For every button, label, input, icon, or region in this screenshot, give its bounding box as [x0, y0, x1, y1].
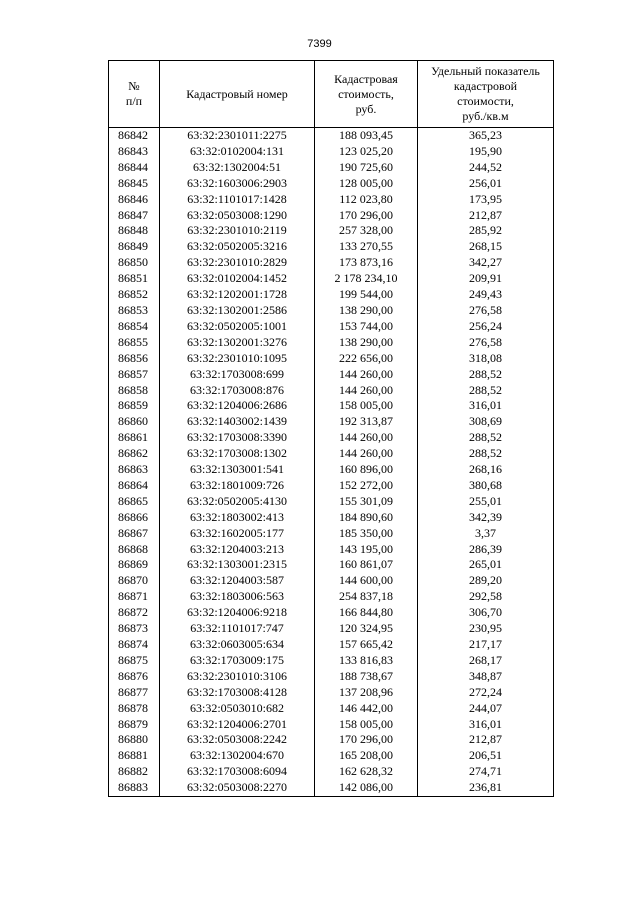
cell-cadastral-number: 63:32:1204006:2686: [160, 398, 315, 414]
table-row: [109, 319, 554, 335]
cell-specific-value: 316,01: [418, 398, 554, 414]
cell-specific-value: 288,52: [418, 367, 554, 383]
cell-row-number: 86879: [109, 717, 160, 733]
header-line: стоимость,: [338, 86, 394, 101]
cell-cadastral-value: 192 313,87: [315, 414, 418, 430]
table-row: [109, 208, 554, 224]
cell-row-number: 86878: [109, 701, 160, 717]
cell-row-number: 86870: [109, 573, 160, 589]
header-row-number: [109, 61, 160, 128]
cell-row-number: 86865: [109, 494, 160, 510]
cell-row-number: 86874: [109, 637, 160, 653]
table-row: [109, 462, 554, 478]
cell-cadastral-number: 63:32:0503010:682: [160, 701, 315, 717]
cell-specific-value: 286,39: [418, 542, 554, 558]
page-number: 7399: [307, 38, 332, 50]
table-row: [109, 223, 554, 239]
cell-specific-value: 209,91: [418, 271, 554, 287]
cell-specific-value: 268,17: [418, 653, 554, 669]
cell-specific-value: 285,92: [418, 223, 554, 239]
table-row: [109, 478, 554, 494]
table-row: [109, 430, 554, 446]
cell-cadastral-number: 63:32:2301010:3106: [160, 669, 315, 685]
cell-cadastral-value: 199 544,00: [315, 287, 418, 303]
cell-row-number: 86846: [109, 192, 160, 208]
cell-cadastral-value: 138 290,00: [315, 303, 418, 319]
cell-cadastral-value: 144 260,00: [315, 430, 418, 446]
table-row: [109, 271, 554, 287]
cell-cadastral-number: 63:32:1204003:213: [160, 542, 315, 558]
cell-cadastral-number: 63:32:1703008:876: [160, 383, 315, 399]
cell-row-number: 86858: [109, 383, 160, 399]
cell-cadastral-value: 152 272,00: [315, 478, 418, 494]
header-line: кадастровой: [453, 79, 518, 93]
cell-cadastral-value: 155 301,09: [315, 494, 418, 510]
cell-cadastral-value: 120 324,95: [315, 621, 418, 637]
cell-row-number: 86859: [109, 398, 160, 414]
table-row: [109, 669, 554, 685]
table-row: [109, 335, 554, 351]
cell-cadastral-value: 2 178 234,10: [315, 271, 418, 287]
cell-cadastral-number: 63:32:1204006:9218: [160, 605, 315, 621]
cell-row-number: 86847: [109, 208, 160, 224]
cell-cadastral-number: 63:32:0102004:131: [160, 144, 315, 160]
table-row: [109, 717, 554, 733]
cell-cadastral-value: 173 873,16: [315, 255, 418, 271]
cell-row-number: 86869: [109, 557, 160, 573]
header-line: стоимости,: [457, 94, 514, 108]
cell-cadastral-number: 63:32:1204006:2701: [160, 717, 315, 733]
cell-specific-value: 306,70: [418, 605, 554, 621]
cell-row-number: 86872: [109, 605, 160, 621]
cell-row-number: 86883: [109, 780, 160, 796]
table-row: [109, 398, 554, 414]
cell-specific-value: 276,58: [418, 335, 554, 351]
cell-specific-value: 316,01: [418, 717, 554, 733]
cell-specific-value: 212,87: [418, 732, 554, 748]
cell-cadastral-number: 63:32:2301010:2829: [160, 255, 315, 271]
cell-cadastral-value: 143 195,00: [315, 542, 418, 558]
cell-cadastral-value: 133 816,83: [315, 653, 418, 669]
cadastral-value-table: [108, 60, 554, 797]
cell-row-number: 86861: [109, 430, 160, 446]
cell-cadastral-value: 137 208,96: [315, 685, 418, 701]
cell-cadastral-number: 63:32:1602005:177: [160, 526, 315, 542]
cell-cadastral-number: 63:32:1403002:1439: [160, 414, 315, 430]
cell-cadastral-value: 184 890,60: [315, 510, 418, 526]
cell-cadastral-number: 63:32:0502005:4130: [160, 494, 315, 510]
cell-specific-value: 217,17: [418, 637, 554, 653]
table-row: [109, 160, 554, 176]
cell-row-number: 86880: [109, 732, 160, 748]
table-row: [109, 303, 554, 319]
cell-cadastral-value: 157 665,42: [315, 637, 418, 653]
cell-cadastral-number: 63:32:1303001:2315: [160, 557, 315, 573]
cell-cadastral-number: 63:32:2301011:2275: [160, 128, 315, 144]
cell-cadastral-value: 254 837,18: [315, 589, 418, 605]
cell-specific-value: 173,95: [418, 192, 554, 208]
cell-specific-value: 249,43: [418, 287, 554, 303]
cell-cadastral-value: 166 844,80: [315, 605, 418, 621]
header-line: руб./кв.м: [462, 109, 509, 123]
cell-cadastral-number: 63:32:1703009:175: [160, 653, 315, 669]
cell-specific-value: 289,20: [418, 573, 554, 589]
cell-cadastral-number: 63:32:1703008:699: [160, 367, 315, 383]
table-row: [109, 526, 554, 542]
cell-cadastral-number: 63:32:1703008:4128: [160, 685, 315, 701]
header-line: руб.: [355, 101, 377, 116]
header-cadastral-value: [315, 61, 418, 128]
table-row: [109, 748, 554, 764]
cell-specific-value: 292,58: [418, 589, 554, 605]
cell-cadastral-number: 63:32:1204003:587: [160, 573, 315, 589]
cell-cadastral-value: 170 296,00: [315, 732, 418, 748]
cell-specific-value: 206,51: [418, 748, 554, 764]
cell-specific-value: 268,16: [418, 462, 554, 478]
cell-cadastral-value: 160 861,07: [315, 557, 418, 573]
cell-row-number: 86873: [109, 621, 160, 637]
table-row: [109, 685, 554, 701]
cell-specific-value: 348,87: [418, 669, 554, 685]
cell-specific-value: 288,52: [418, 446, 554, 462]
table-row: [109, 605, 554, 621]
cell-cadastral-number: 63:32:1703008:1302: [160, 446, 315, 462]
header-line: Кадастровый номер: [186, 86, 288, 101]
cell-specific-value: 236,81: [418, 780, 554, 796]
table-row: [109, 144, 554, 160]
table-row: [109, 239, 554, 255]
cell-row-number: 86848: [109, 223, 160, 239]
cell-cadastral-value: 144 260,00: [315, 383, 418, 399]
cell-specific-value: 256,01: [418, 176, 554, 192]
table-row: [109, 542, 554, 558]
table-row: [109, 255, 554, 271]
table-row: [109, 287, 554, 303]
cell-row-number: 86867: [109, 526, 160, 542]
table-row: [109, 780, 554, 796]
table-row: [109, 128, 554, 144]
table-row: [109, 637, 554, 653]
cell-cadastral-number: 63:32:1302001:3276: [160, 335, 315, 351]
cell-specific-value: 195,90: [418, 144, 554, 160]
cell-cadastral-number: 63:32:0102004:1452: [160, 271, 315, 287]
table-row: [109, 589, 554, 605]
cell-cadastral-number: 63:32:1603006:2903: [160, 176, 315, 192]
cell-row-number: 86843: [109, 144, 160, 160]
cell-row-number: 86866: [109, 510, 160, 526]
cell-cadastral-number: 63:32:1302001:2586: [160, 303, 315, 319]
cell-row-number: 86862: [109, 446, 160, 462]
cell-cadastral-value: 128 005,00: [315, 176, 418, 192]
table-row: [109, 557, 554, 573]
cell-row-number: 86852: [109, 287, 160, 303]
cell-cadastral-value: 185 350,00: [315, 526, 418, 542]
cell-cadastral-value: 133 270,55: [315, 239, 418, 255]
cell-row-number: 86856: [109, 351, 160, 367]
cell-cadastral-number: 63:32:1801009:726: [160, 478, 315, 494]
cell-cadastral-number: 63:32:1202001:1728: [160, 287, 315, 303]
cell-row-number: 86864: [109, 478, 160, 494]
cell-cadastral-number: 63:32:0603005:634: [160, 637, 315, 653]
cell-row-number: 86853: [109, 303, 160, 319]
cell-cadastral-value: 170 296,00: [315, 208, 418, 224]
cell-cadastral-value: 162 628,32: [315, 764, 418, 780]
header-line: п/п: [125, 94, 143, 108]
cell-cadastral-value: 153 744,00: [315, 319, 418, 335]
table-row: [109, 494, 554, 510]
cell-cadastral-number: 63:32:0503008:2242: [160, 732, 315, 748]
cell-specific-value: 342,39: [418, 510, 554, 526]
header-cadastral-number: [160, 61, 315, 128]
cell-row-number: 86845: [109, 176, 160, 192]
table-row: [109, 383, 554, 399]
cell-specific-value: 380,68: [418, 478, 554, 494]
cell-cadastral-number: 63:32:1302004:51: [160, 160, 315, 176]
table-body: [109, 128, 554, 797]
header-line: №: [128, 79, 140, 93]
cell-cadastral-value: 144 600,00: [315, 573, 418, 589]
header-line: Удельный показатель: [431, 64, 540, 78]
cell-row-number: 86855: [109, 335, 160, 351]
cell-cadastral-value: 158 005,00: [315, 717, 418, 733]
cell-cadastral-value: 123 025,20: [315, 144, 418, 160]
cell-row-number: 86863: [109, 462, 160, 478]
cell-row-number: 86871: [109, 589, 160, 605]
cell-cadastral-value: 142 086,00: [315, 780, 418, 796]
cell-cadastral-value: 257 328,00: [315, 223, 418, 239]
cell-row-number: 86860: [109, 414, 160, 430]
cell-specific-value: 3,37: [418, 526, 554, 542]
header-specific-value: [418, 61, 554, 128]
table-row: [109, 414, 554, 430]
table-row: [109, 510, 554, 526]
cell-specific-value: 318,08: [418, 351, 554, 367]
cell-cadastral-value: 158 005,00: [315, 398, 418, 414]
cell-cadastral-value: 190 725,60: [315, 160, 418, 176]
cell-row-number: 86850: [109, 255, 160, 271]
cell-cadastral-value: 144 260,00: [315, 446, 418, 462]
table-row: [109, 653, 554, 669]
cell-cadastral-value: 144 260,00: [315, 367, 418, 383]
cell-cadastral-number: 63:32:1302004:670: [160, 748, 315, 764]
cell-cadastral-number: 63:32:0503008:2270: [160, 780, 315, 796]
cell-row-number: 86849: [109, 239, 160, 255]
cell-cadastral-value: 188 738,67: [315, 669, 418, 685]
cell-cadastral-number: 63:32:1101017:1428: [160, 192, 315, 208]
table-row: [109, 351, 554, 367]
cell-row-number: 86877: [109, 685, 160, 701]
cell-cadastral-value: 222 656,00: [315, 351, 418, 367]
table-row: [109, 764, 554, 780]
cell-specific-value: 274,71: [418, 764, 554, 780]
cell-cadastral-number: 63:32:1703008:6094: [160, 764, 315, 780]
cell-cadastral-value: 160 896,00: [315, 462, 418, 478]
cell-cadastral-value: 188 093,45: [315, 128, 418, 144]
cell-cadastral-value: 112 023,80: [315, 192, 418, 208]
table-row: [109, 701, 554, 717]
table-row: [109, 573, 554, 589]
cell-specific-value: 288,52: [418, 383, 554, 399]
cell-row-number: 86882: [109, 764, 160, 780]
cell-row-number: 86881: [109, 748, 160, 764]
cell-row-number: 86851: [109, 271, 160, 287]
cell-cadastral-number: 63:32:2301010:1095: [160, 351, 315, 367]
cell-specific-value: 212,87: [418, 208, 554, 224]
cell-specific-value: 276,58: [418, 303, 554, 319]
cell-cadastral-number: 63:32:0502005:1001: [160, 319, 315, 335]
cell-cadastral-value: 146 442,00: [315, 701, 418, 717]
header-line: Кадастровая: [334, 71, 398, 86]
cell-specific-value: 365,23: [418, 128, 554, 144]
table-row: [109, 367, 554, 383]
cell-cadastral-value: 138 290,00: [315, 335, 418, 351]
cell-specific-value: 342,27: [418, 255, 554, 271]
cell-specific-value: 230,95: [418, 621, 554, 637]
cell-specific-value: 272,24: [418, 685, 554, 701]
table-row: [109, 732, 554, 748]
cell-specific-value: 265,01: [418, 557, 554, 573]
cell-cadastral-number: 63:32:0503008:1290: [160, 208, 315, 224]
cell-row-number: 86844: [109, 160, 160, 176]
cell-cadastral-value: 165 208,00: [315, 748, 418, 764]
table-row: [109, 192, 554, 208]
cell-cadastral-number: 63:32:0502005:3216: [160, 239, 315, 255]
table-row: [109, 621, 554, 637]
cell-specific-value: 244,07: [418, 701, 554, 717]
cell-cadastral-number: 63:32:1101017:747: [160, 621, 315, 637]
cell-specific-value: 268,15: [418, 239, 554, 255]
table-row: [109, 446, 554, 462]
cell-row-number: 86868: [109, 542, 160, 558]
cell-row-number: 86875: [109, 653, 160, 669]
cell-row-number: 86876: [109, 669, 160, 685]
cell-specific-value: 255,01: [418, 494, 554, 510]
cell-cadastral-number: 63:32:1303001:541: [160, 462, 315, 478]
cell-row-number: 86842: [109, 128, 160, 144]
table-header-row: [109, 61, 554, 128]
cell-cadastral-number: 63:32:2301010:2119: [160, 223, 315, 239]
cell-row-number: 86854: [109, 319, 160, 335]
cell-specific-value: 308,69: [418, 414, 554, 430]
cell-specific-value: 288,52: [418, 430, 554, 446]
cell-cadastral-number: 63:32:1703008:3390: [160, 430, 315, 446]
cell-cadastral-number: 63:32:1803002:413: [160, 510, 315, 526]
cell-cadastral-number: 63:32:1803006:563: [160, 589, 315, 605]
cell-specific-value: 256,24: [418, 319, 554, 335]
cell-specific-value: 244,52: [418, 160, 554, 176]
table-row: [109, 176, 554, 192]
cell-row-number: 86857: [109, 367, 160, 383]
